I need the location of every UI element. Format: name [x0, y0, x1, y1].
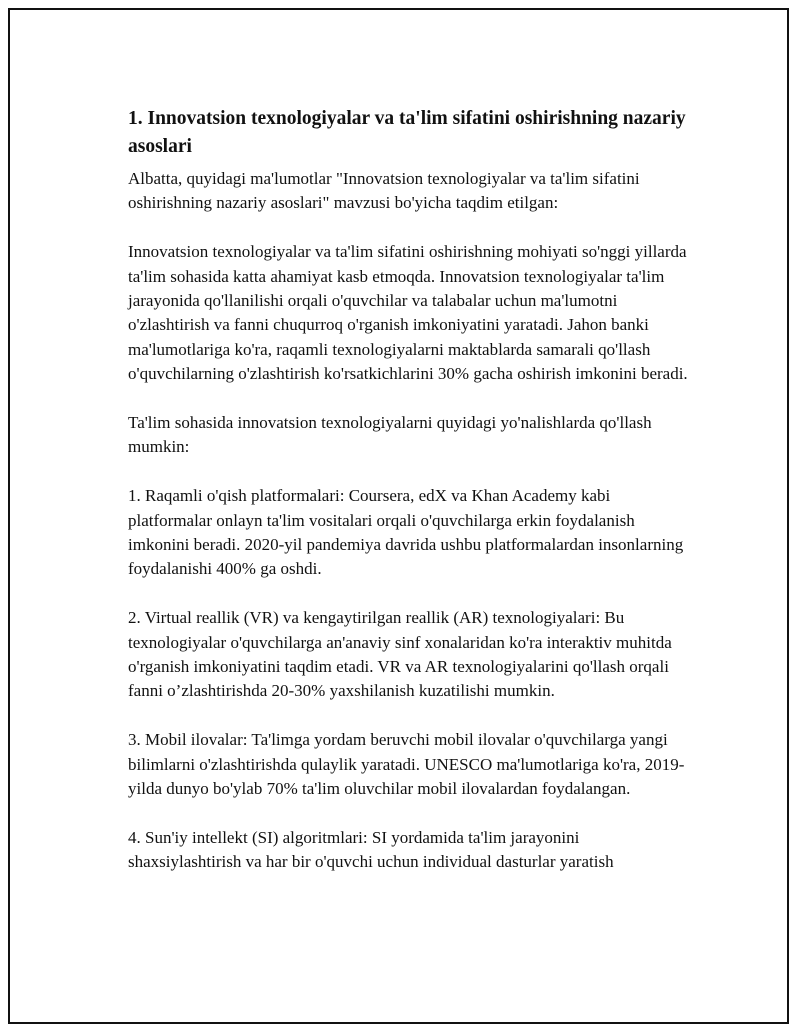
list-item-digital-platforms: 1. Raqamli o'qish platformalari: Coursera, edX va Khan Academy kabi platformalar onlayn ta'lim vositalari orqali o'quvchilarga erkin foydalanish imkonini beradi. 2020-yil pandemiya davrida ushbu platformalardan insonlarning foydalanishi 400% ga oshdi. [128, 486, 684, 579]
document-body [128, 105, 696, 899]
essence-paragraph: Innovatsion texnologiyalar va ta'lim sifatini oshirishning mohiyati so'nggi yillarda ta'lim sohasida katta ahamiyat kasb etmoqda. Innovatsion texnologiyalar ta'lim jarayonida qo'llanilishi orqali o'quvchilar va talabalar uchun ma'lumotni o'zlashtirish va fanni chuqurroq o'rganish imkoniyatini yaratadi. Jahon banki ma'lumotlariga ko'ra, raqamli texnologiyalarni maktablarda samarali qo'llash o'quvchilarning o'zlashtirish ko'rsatkichlarini 30% gacha oshirish imkonini beradi. [128, 242, 688, 384]
list-item-ai-algorithms: 4. Sun'iy intellekt (SI) algoritmlari: SI yordamida ta'lim jarayonini shaxsiylashtirish va har bir o'quvchi uchun individual dasturlar yaratish [128, 827, 614, 872]
page-frame [8, 8, 789, 1024]
directions-paragraph: Ta'lim sohasida innovatsion texnologiyalarni quyidagi yo'nalishlarda qo'llash mumkin: [128, 413, 652, 457]
intro-paragraph: Albatta, quyidagi ma'lumotlar "Innovatsion texnologiyalar va ta'lim sifatini oshirishning nazariy asoslari" mavzusi bo'yicha taqdim etilgan: [128, 169, 640, 213]
document-title: 1. Innovatsion texnologiyalar va ta'lim sifatini oshirishning nazariy asoslari [128, 108, 686, 157]
list-item-vr-ar: 2. Virtual reallik (VR) va kengaytirilgan reallik (AR) texnologiyalari: Bu texnologiyalar o'quvchilarga an'anaviy sinf xonalaridan ko'ra interaktiv muhitda o'rganish imkoniyatini taqdim etadi. VR va AR texnologiyalarini qo'llash orqali fanni o’zlashtirishda 20-30% yaxshilanish kuzatilishi mumkin. [128, 608, 672, 701]
list-item-mobile-apps: 3. Mobil ilovalar: Ta'limga yordam beruvchi mobil ilovalar o'quvchilarga yangi bilimlarni o'zlashtirishda qulaylik yaratadi. UNESCO ma'lumotlariga ko'ra, 2019-yilda dunyo bo'ylab 70% ta'lim oluvchilar mobil ilovalardan foydalangan. [128, 730, 685, 799]
